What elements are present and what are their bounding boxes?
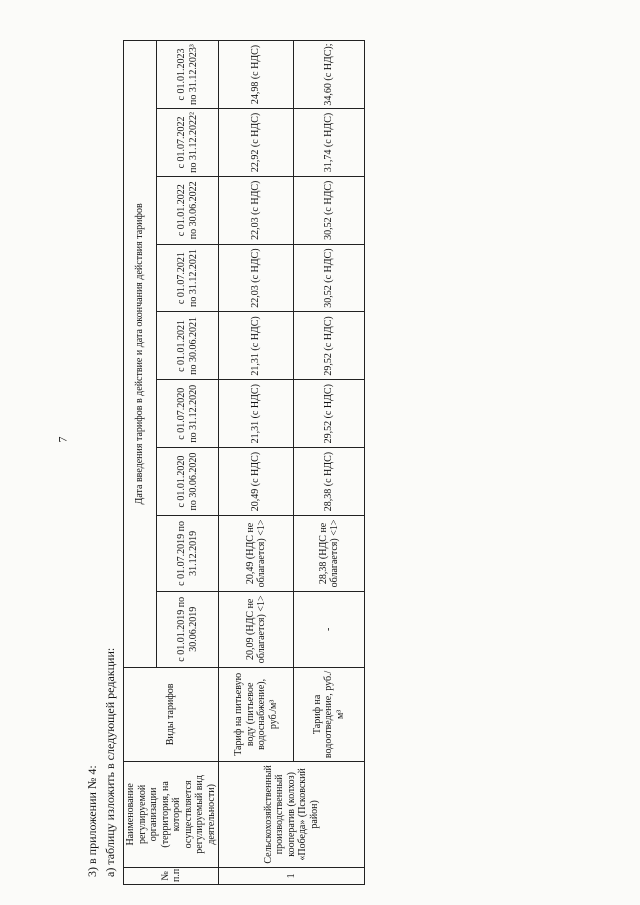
tariff-value: 29,52 (с НДС)	[294, 312, 365, 380]
tariff-value: 20,49 (НДС не облагается) <1>	[219, 515, 294, 591]
table-row-water	[219, 41, 294, 885]
row-number: 1	[219, 867, 365, 884]
tariff-value: 22,03 (с НДС)	[219, 244, 294, 312]
tariffs-table	[123, 40, 365, 885]
header-tariff-types: Виды тарифов	[124, 667, 219, 761]
period-header: с 01.07.2020 по 31.12.2020	[157, 380, 219, 448]
tariff-value: 34,60 (с НДС);	[294, 41, 365, 109]
tariff-value: 21,31 (с НДС)	[219, 380, 294, 448]
period-header: с 01.07.2019 по 31.12.2019	[157, 515, 219, 591]
header-row-1	[124, 41, 157, 885]
period-header: с 01.01.2021 по 30.06.2021	[157, 312, 219, 380]
tariff-value: 31,74 (с НДС)	[294, 109, 365, 177]
tariff-value: 21,31 (с НДС)	[219, 312, 294, 380]
table-row-sewerage	[294, 41, 365, 885]
tariff-value: 20,09 (НДС не облагается) <1>	[219, 591, 294, 667]
tariff-value: 30,52 (с НДС)	[294, 244, 365, 312]
header-dates-group: Дата введения тарифов в действие и дата окончания действия тарифов	[124, 41, 157, 668]
tariff-value: 28,38 (с НДС)	[294, 448, 365, 516]
tariff-value: 22,92 (с НДС)	[219, 109, 294, 177]
rotated-content	[85, 40, 375, 885]
tariff-value: 28,38 (НДС не облагается) <1>	[294, 515, 365, 591]
tariff-value: 30,52 (с НДС)	[294, 176, 365, 244]
period-header: с 01.01.2023 по 31.12.2023³	[157, 41, 219, 109]
tariff-type-sewerage: Тариф на водоотведение, руб./м³	[294, 667, 365, 761]
tariff-value: 20,49 (с НДС)	[219, 448, 294, 516]
tariff-value: 29,52 (с НДС)	[294, 380, 365, 448]
period-header: с 01.01.2019 по 30.06.2019	[157, 591, 219, 667]
tariff-value: 22,03 (с НДС)	[219, 176, 294, 244]
header-num: № п.п	[124, 867, 219, 884]
tariff-value: -	[294, 591, 365, 667]
period-header: с 01.07.2021 по 31.12.2021	[157, 244, 219, 312]
intro-line-2: а) таблицу изложить в следующей редакции:	[103, 647, 117, 877]
period-header: с 01.01.2020 по 30.06.2020	[157, 448, 219, 516]
period-header: с 01.01.2022 по 30.06.2022	[157, 176, 219, 244]
organization-name: Сельскохозяйственный производственный кооператив (колхоз) «Победа» (Псковский район)	[219, 762, 365, 868]
page-number: 7	[55, 436, 70, 443]
header-organization: Наименование регулируемой организации (территория, на которой осуществляется регулируемый вид деятельности)	[124, 762, 219, 868]
tariff-type-water: Тариф на питьевую воду (питьевое водоснабжение), руб./м³	[219, 667, 294, 761]
tariff-value: 24,98 (с НДС)	[219, 41, 294, 109]
period-header: с 01.07.2022 по 31.12.2022²	[157, 109, 219, 177]
intro-line-1: 3) в приложении № 4:	[85, 765, 99, 877]
